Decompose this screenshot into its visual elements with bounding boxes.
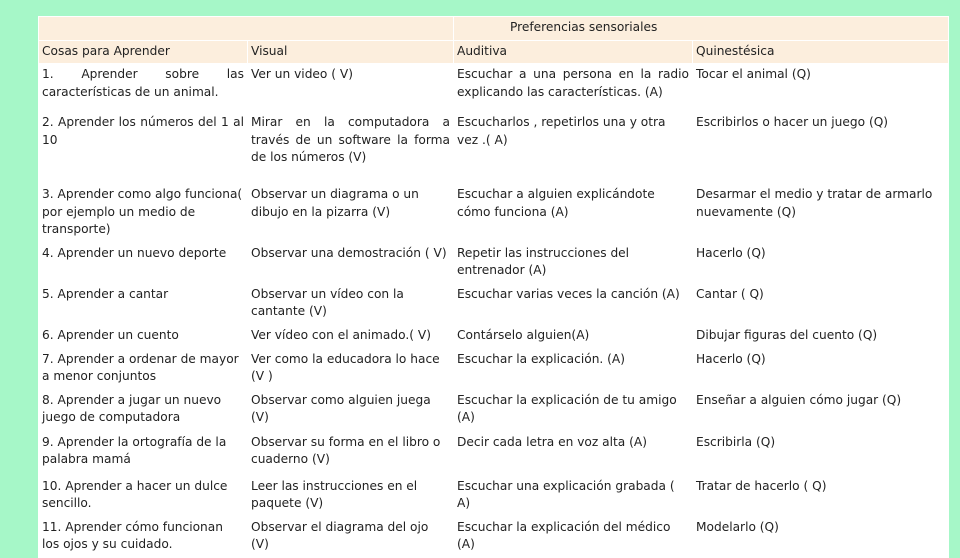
table-supertitle-row [39, 17, 949, 41]
cell-quinestesica: Hacerlo (Q) [693, 348, 949, 389]
cell-visual: Observar un vídeo con la cantante (V) [248, 283, 454, 324]
cell-quinestesica: Dibujar figuras del cuento (Q) [693, 324, 949, 348]
table-row [39, 431, 949, 475]
cell-quinestesica: Hacerlo (Q) [693, 242, 949, 283]
cell-quinestesica: Desarmar el medio y tratar de armarlo nuevamente (Q) [693, 184, 949, 243]
cell-auditiva: Escuchar la explicación del médico (A) [454, 516, 693, 557]
table-row [39, 516, 949, 557]
supertitle-text: Preferencias sensoriales [510, 20, 658, 34]
cell-item: 3. Aprender como algo funciona( por ejemplo un medio de transporte) [39, 184, 248, 243]
cell-visual: Ver un video ( V) [248, 64, 454, 112]
column-header-auditiva: Auditiva [454, 40, 693, 64]
cell-auditiva: Repetir las instrucciones del entrenador (A) [454, 242, 693, 283]
cell-item: 10. Aprender a hacer un dulce sencillo. [39, 475, 248, 516]
table-row [39, 348, 949, 389]
cell-visual: Ver como la educadora lo hace (V ) [248, 348, 454, 389]
cell-visual: Observar una demostración ( V) [248, 242, 454, 283]
cell-auditiva: Escucharlos , repetirlos una y otra vez .( A) [454, 112, 693, 184]
cell-item: 8. Aprender a jugar un nuevo juego de computadora [39, 389, 248, 431]
cell-visual: Leer las instrucciones en el paquete (V) [248, 475, 454, 516]
table-header-row [39, 40, 949, 64]
cell-visual: Observar como alguien juega (V) [248, 389, 454, 431]
cell-quinestesica: Tratar de hacerlo ( Q) [693, 475, 949, 516]
cell-item: 6. Aprender un cuento [39, 324, 248, 348]
table-row [39, 324, 949, 348]
header-blank-cell [248, 17, 454, 41]
table-row [39, 389, 949, 431]
cell-auditiva: Escuchar la explicación. (A) [454, 348, 693, 389]
cell-auditiva: Contárselo alguien(A) [454, 324, 693, 348]
table-supertitle [454, 17, 949, 41]
cell-auditiva: Escuchar la explicación de tu amigo (A) [454, 389, 693, 431]
cell-auditiva: Escuchar una explicación grabada ( A) [454, 475, 693, 516]
cell-item: 1. Aprender sobre las características de un animal. [39, 64, 248, 112]
cell-visual: Observar el diagrama del ojo (V) [248, 516, 454, 557]
table-row [39, 64, 949, 112]
cell-visual: Ver vídeo con el animado.( V) [248, 324, 454, 348]
cell-visual: Observar un diagrama o un dibujo en la pizarra (V) [248, 184, 454, 243]
table-row [39, 475, 949, 516]
column-header-cosas: Cosas para Aprender [39, 40, 248, 64]
table-row [39, 283, 949, 324]
cell-quinestesica: Escribirla (Q) [693, 431, 949, 475]
header-blank-cell [39, 17, 248, 41]
table-row [39, 112, 949, 184]
cell-quinestesica: Enseñar a alguien cómo jugar (Q) [693, 389, 949, 431]
cell-auditiva: Escuchar varias veces la canción (A) [454, 283, 693, 324]
cell-quinestesica: Escribirlos o hacer un juego (Q) [693, 112, 949, 184]
cell-item: 9. Aprender la ortografía de la palabra mamá [39, 431, 248, 475]
cell-item: 11. Aprender cómo funcionan los ojos y su cuidado. [39, 516, 248, 557]
cell-auditiva: Decir cada letra en voz alta (A) [454, 431, 693, 475]
column-header-quinestesica: Quinestésica [693, 40, 949, 64]
cell-item: 4. Aprender un nuevo deporte [39, 242, 248, 283]
cell-quinestesica: Cantar ( Q) [693, 283, 949, 324]
cell-item: 2. Aprender los números del 1 al 10 [39, 112, 248, 184]
table-row [39, 242, 949, 283]
cell-visual: Mirar en la computadora a través de un software la forma de los números (V) [248, 112, 454, 184]
cell-auditiva: Escuchar a una persona en la radio explicando las características. (A) [454, 64, 693, 112]
cell-item: 5. Aprender a cantar [39, 283, 248, 324]
table-row [39, 184, 949, 243]
cell-item: 7. Aprender a ordenar de mayor a menor conjuntos [39, 348, 248, 389]
column-header-visual: Visual [248, 40, 454, 64]
cell-auditiva: Escuchar a alguien explicándote cómo funciona (A) [454, 184, 693, 243]
cell-quinestesica: Modelarlo (Q) [693, 516, 949, 557]
cell-visual: Observar su forma en el libro o cuaderno (V) [248, 431, 454, 475]
cell-quinestesica: Tocar el animal (Q) [693, 64, 949, 112]
preferences-table [38, 16, 949, 558]
